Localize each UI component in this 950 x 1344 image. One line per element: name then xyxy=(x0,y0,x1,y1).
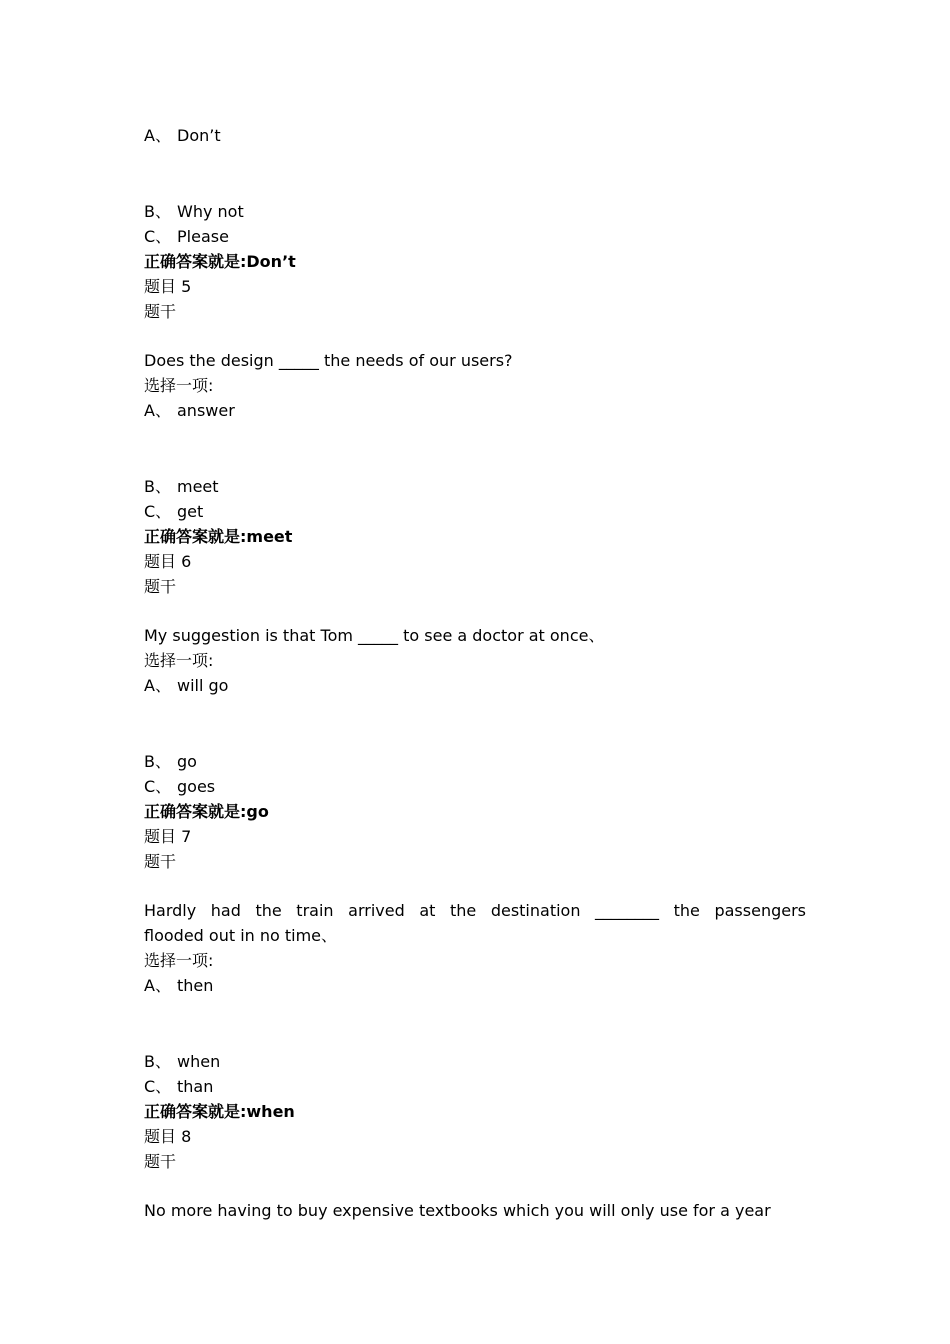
choose-one-label: 选择一项: xyxy=(144,651,214,670)
option-letter: B、 xyxy=(144,477,171,496)
correct-answer: 正确答案就是:meet xyxy=(144,527,293,546)
question-stem-line-1: Hardly had the train arrived at the destination ________ the passengers xyxy=(144,901,806,920)
question-stem-line-2: flooded out in no time、 xyxy=(144,926,338,945)
choose-one-label: 选择一项: xyxy=(144,951,214,970)
option-b xyxy=(144,749,806,774)
option-text: than xyxy=(177,1077,214,1096)
option-a xyxy=(144,398,806,423)
question-list xyxy=(144,123,806,1223)
option-text: goes xyxy=(177,777,216,796)
option-text: then xyxy=(177,976,214,995)
option-text: answer xyxy=(177,401,235,420)
option-c xyxy=(144,1074,806,1099)
question-number: 题目 8 xyxy=(144,1127,192,1146)
option-letter: C、 xyxy=(144,502,172,521)
option-b xyxy=(144,1049,806,1074)
option-letter: B、 xyxy=(144,1052,171,1071)
stem-label: 题干 xyxy=(144,1152,177,1171)
option-a xyxy=(144,123,806,148)
option-text: Don’t xyxy=(177,126,221,145)
option-text: will go xyxy=(177,676,229,695)
option-letter: B、 xyxy=(144,202,171,221)
question-stem: No more having to buy expensive textbooks which you will only use for a year xyxy=(144,1201,771,1220)
option-letter: B、 xyxy=(144,752,171,771)
option-c xyxy=(144,774,806,799)
option-a xyxy=(144,673,806,698)
option-b xyxy=(144,474,806,499)
option-text: meet xyxy=(177,477,219,496)
option-a xyxy=(144,973,806,998)
option-text: Please xyxy=(177,227,229,246)
option-letter: C、 xyxy=(144,777,172,796)
correct-answer: 正确答案就是:go xyxy=(144,802,269,821)
option-letter: C、 xyxy=(144,227,172,246)
stem-label: 题干 xyxy=(144,302,177,321)
option-text: when xyxy=(177,1052,221,1071)
option-text: get xyxy=(177,502,204,521)
option-c xyxy=(144,499,806,524)
option-c xyxy=(144,224,806,249)
option-b xyxy=(144,199,806,224)
correct-answer: 正确答案就是:Don’t xyxy=(144,252,296,271)
question-number: 题目 6 xyxy=(144,552,192,571)
correct-answer: 正确答案就是:when xyxy=(144,1102,295,1121)
option-letter: A、 xyxy=(144,126,171,145)
option-text: go xyxy=(177,752,197,771)
stem-label: 题干 xyxy=(144,577,177,596)
question-number: 题目 5 xyxy=(144,277,192,296)
option-text: Why not xyxy=(177,202,244,221)
question-stem: Does the design _____ the needs of our users? xyxy=(144,351,513,370)
option-letter: A、 xyxy=(144,401,171,420)
question-stem: My suggestion is that Tom _____ to see a doctor at once、 xyxy=(144,626,605,645)
stem-label: 题干 xyxy=(144,852,177,871)
question-stem xyxy=(144,898,806,948)
choose-one-label: 选择一项: xyxy=(144,376,214,395)
option-letter: A、 xyxy=(144,676,171,695)
option-letter: C、 xyxy=(144,1077,172,1096)
question-number: 题目 7 xyxy=(144,827,192,846)
option-letter: A、 xyxy=(144,976,171,995)
